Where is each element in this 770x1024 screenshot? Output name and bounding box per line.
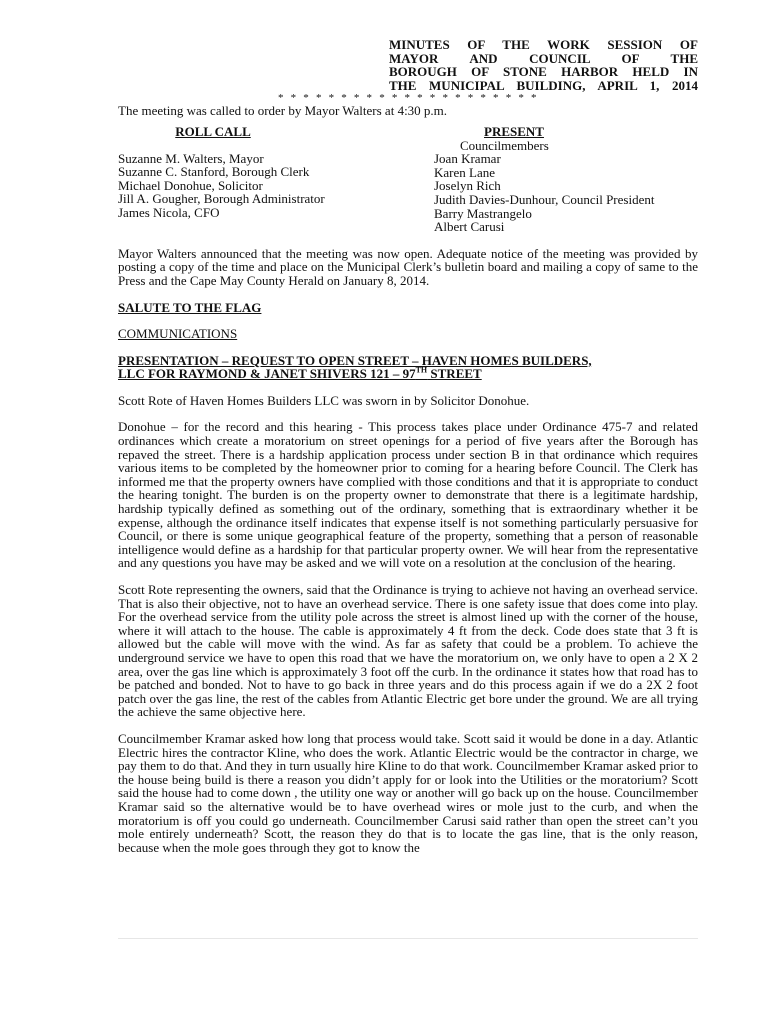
attendance-section xyxy=(118,125,698,234)
roll-call-name: Suzanne M. Walters, Mayor xyxy=(118,150,264,166)
present-subheading: Councilmembers xyxy=(460,137,549,153)
title-line: BOROUGH OF STONE HARBOR HELD IN xyxy=(389,64,698,80)
title-line: MAYOR AND COUNCIL OF THE xyxy=(389,50,698,66)
roll-call-name: Michael Donohue, Solicitor xyxy=(118,177,263,193)
body-paragraph: Donohue – for the record and this hearing - This process takes place under Ordinance 475-7 and related ordinances which create a moratorium on street openings for a period of five years after the Borough has repaved the street. There is a hardship application process under section B in that ordinance which requires various items to be completed by the homeowner prior to coming for a hearing before Council. The Clerk has informed me that the property owners have complied with those conditions and that it is appropriate to conduct the hearing tonight. The burden is on the property owner to demonstrate that there is a legitimate hardship, hardship typically defined as something out of the ordinary, something that is extraordinary whether it be expense, although the ordinance itself indicates that expense itself is not something particularly persuasive for Council, or there is some unique geographical feature of the property, something that a person of reasonable intelligence would define as a hardship for that particular property owner. We will hear from the representative and any questions you have may be asked and we will vote on a resolution at the conclusion of the hearing. xyxy=(118,419,698,571)
document-title xyxy=(389,38,698,92)
communications-heading: COMMUNICATIONS xyxy=(118,326,238,342)
ordinal-suffix: TH xyxy=(415,365,428,375)
call-to-order: The meeting was called to order by Mayor Walters at 4:30 p.m. xyxy=(118,103,448,119)
salute-heading: SALUTE TO THE FLAG xyxy=(118,299,262,315)
roll-call-heading: ROLL CALL xyxy=(175,123,251,139)
roll-call-name: Suzanne C. Stanford, Borough Clerk xyxy=(118,164,310,180)
presentation-heading-line: PRESENTATION – REQUEST TO OPEN STREET – HAVEN HOMES BUILDERS, xyxy=(118,352,592,368)
councilmember-name: Joan Kramar xyxy=(434,151,501,167)
presentation-heading-line-end: STREET xyxy=(427,366,482,382)
roll-call-name: Jill A. Gougher, Borough Administrator xyxy=(118,191,325,207)
roll-call-name: James Nicola, CFO xyxy=(118,204,220,220)
roll-call-column xyxy=(118,125,418,234)
councilmember-name: Albert Carusi xyxy=(434,219,505,235)
councilmember-name: Judith Davies-Dunhour, Council President xyxy=(434,191,655,207)
body-paragraph: Scott Rote of Haven Homes Builders LLC was sworn in by Solicitor Donohue. xyxy=(118,392,530,408)
body-paragraph: Scott Rote representing the owners, said that the Ordinance is trying to achieve not having an overhead service. That is also their objective, not to have an overhead service. There is one safety issue that does come into play. For the overhead service from the utility pole across the street is almost lined up with the corner of the house, where it will attach to the house. The cable is approximately 4 ft from the deck. Code does state that 3 ft is allowed but the cable will move with the wind. As far as safety that could be a problem. To achieve the underground service we have to open this road that we have the moratorium on, we only have to open a 2 X 2 area, over the gas line which is approximately 3 foot off the curb. In the ordinance it states how that road has to be patched and bonded. Not to have to go back in three years and do this process again if we do a 2X 2 foot patch over the gas line, the rest of the cables from Atlantic Electric get bore under the ground. We are all trying the achieve the same objective here. xyxy=(118,582,698,720)
present-heading: PRESENT xyxy=(484,123,544,139)
body-paragraph: Councilmember Kramar asked how long that process would take. Scott said it would be done in a day. Atlantic Electric hires the contractor Kline, who does the work. Atlantic Electric would be the contractor in charge, we pay them to do that. And they in turn usually hire Kline to do that work. Councilmember Kramar asked prior to the house being build is there a reason you didn’t apply for or look into the Utilities or the moratorium? Scott said the house had to come down , the utility one way or another will go back up on the house. Councilmember Kramar said so the alternative would be to have overhead wires or mole just to the curb, and when the moratorium is off you could go underneath. Councilmember Carusi said rather than open the street can’t you mole entirely underneath? Scott, the reason they do that is to locate the gas line, that is the only reason, because when the mole goes through they got to know the xyxy=(118,730,698,855)
councilmember-name: Karen Lane xyxy=(434,164,495,180)
minutes-page xyxy=(118,38,698,854)
councilmember-name: Barry Mastrangelo xyxy=(434,205,532,221)
presentation-heading-line: LLC FOR RAYMOND & JANET SHIVERS 121 – 97 xyxy=(118,366,416,382)
presentation-heading xyxy=(118,354,698,381)
notice-paragraph: Mayor Walters announced that the meeting was now open. Adequate notice of the meeting was provided by posting a copy of the time and place on the Municipal Clerk’s bulletin board and mailing a copy of same to the Press and the Cape May County Herald on January 8, 2014. xyxy=(118,245,698,288)
title-line: MINUTES OF THE WORK SESSION OF xyxy=(389,37,698,52)
page-footer-rule xyxy=(118,938,698,939)
star-divider: * * * * * * * * * * * * * * * * * * * * * xyxy=(278,92,539,105)
title-line: THE MUNICIPAL BUILDING, APRIL 1, 2014 xyxy=(389,77,698,93)
councilmember-name: Joselyn Rich xyxy=(434,178,501,194)
present-column xyxy=(434,125,698,234)
